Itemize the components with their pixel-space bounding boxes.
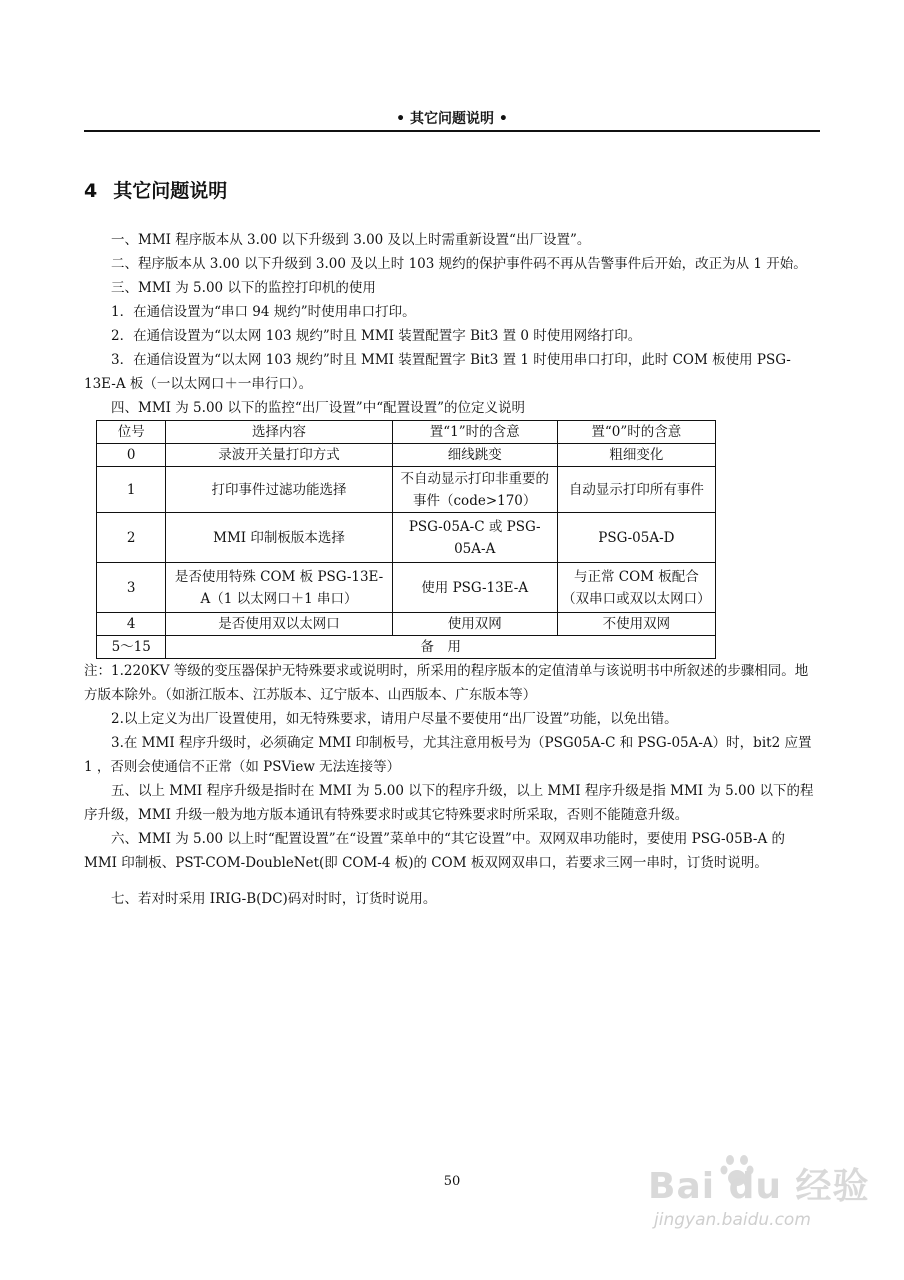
cell-set1: 细线跳变 bbox=[392, 444, 557, 467]
cell-bit: 3 bbox=[97, 563, 166, 613]
table-row bbox=[97, 467, 716, 513]
cell-content: 录波开关量打印方式 bbox=[166, 444, 392, 467]
cell-set0: 自动显示打印所有事件 bbox=[557, 467, 715, 513]
paragraph-4: 四、MMI 为 5.00 以下的监控“出厂设置”中“配置设置”的位定义说明 bbox=[111, 400, 526, 416]
paragraph-2: 二、程序版本从 3.00 以下升级到 3.00 及以上时 103 规约的保护事件码不再从告警事件后开始，改正为从 1 开始。 bbox=[111, 256, 807, 272]
header-set1: 置“1”时的含意 bbox=[392, 421, 557, 444]
cell-content: 是否使用双以太网口 bbox=[166, 613, 392, 636]
cell-bit: 4 bbox=[97, 613, 166, 636]
cell-set1: 使用双网 bbox=[392, 613, 557, 636]
section-title-text: 其它问题说明 bbox=[113, 180, 228, 202]
cell-set1: PSG-05A-C 或 PSG-05A-A bbox=[392, 513, 557, 563]
paragraph-3: 三、MMI 为 5.00 以下的监控打印机的使用 bbox=[111, 280, 376, 296]
header-rule bbox=[84, 130, 820, 132]
table-header-row bbox=[97, 421, 716, 444]
watermark-url: jingyan.baidu.com bbox=[654, 1210, 811, 1230]
table-row bbox=[97, 613, 716, 636]
watermark bbox=[640, 1150, 870, 1240]
note-3: 3.在 MMI 程序升级时，必须确定 MMI 印制板号，尤其注意用板号为（PSG05A-C 和 PSG-05A-A）时，bit2 应置 1 ，否则会使通信不正常（如 PSView 无法连接等） bbox=[84, 735, 812, 775]
running-header: • 其它问题说明 • bbox=[396, 111, 508, 127]
paragraph-5: 五、以上 MMI 程序升级是指时在 MMI 为 5.00 以下的程序升级，以上 MMI 程序升级是指 MMI 为 5.00 以下的程序升级，MMI 升级一般为地方版本通讯有特殊要求时或其它特殊要求时所采取，否则不能随意升级。 bbox=[84, 783, 814, 823]
cell-content: MMI 印制板版本选择 bbox=[166, 513, 392, 563]
cell-set0: 粗细变化 bbox=[557, 444, 715, 467]
cell-set1: 使用 PSG-13E-A bbox=[392, 563, 557, 613]
cell-bit: 0 bbox=[97, 444, 166, 467]
section-title bbox=[84, 176, 227, 203]
cell-reserved: 备 用 bbox=[166, 636, 716, 659]
cell-bit: 2 bbox=[97, 513, 166, 563]
table-row bbox=[97, 513, 716, 563]
cell-set0: PSG-05A-D bbox=[557, 513, 715, 563]
cell-bit: 1 bbox=[97, 467, 166, 513]
section-number: 4 bbox=[84, 180, 98, 202]
page-number: 50 bbox=[443, 1174, 461, 1189]
spacer bbox=[84, 875, 820, 887]
header-set0: 置“0”时的含意 bbox=[557, 421, 715, 444]
header-content: 选择内容 bbox=[166, 421, 392, 444]
note-2: 2.以上定义为出厂设置使用，如无特殊要求，请用户尽量不要使用“出厂设置”功能，以免出错。 bbox=[111, 711, 678, 727]
paragraph-6: 六、MMI 为 5.00 以上时“配置设置”在“设置”菜单中的“其它设置”中。双网双串功能时，要使用 PSG-05B-A 的 MMI 印制板、PST-COM-DoubleNet(即 COM-4 板)的 COM 板双网双串口，若要求三网一串时，订货时说明。 bbox=[84, 831, 785, 871]
cell-set0: 不使用双网 bbox=[557, 613, 715, 636]
cell-content: 打印事件过滤功能选择 bbox=[166, 467, 392, 513]
cell-content: 是否使用特殊 COM 板 PSG-13E-A（1 以太网口＋1 串口） bbox=[166, 563, 392, 613]
table-row bbox=[97, 563, 716, 613]
list-item-2: 2．在通信设置为“以太网 103 规约”时且 MMI 装置配置字 Bit3 置 0 时使用网络打印。 bbox=[111, 328, 642, 344]
cell-set0: 与正常 COM 板配合（双串口或双以太网口） bbox=[557, 563, 715, 613]
note-1: 注：1.220KV 等级的变压器保护无特殊要求或说明时，所采用的程序版本的定值清单与该说明书中所叙述的步骤相同。地方版本除外。（如浙江版本、江苏版本、辽宁版本、山西版本、广东版本等） bbox=[84, 663, 809, 703]
watermark-logo: Bai du 经验 bbox=[648, 1166, 870, 1207]
cell-bit: 5～15 bbox=[97, 636, 166, 659]
header-bit: 位号 bbox=[97, 421, 166, 444]
paragraph-7: 七、若对时采用 IRIG-B(DC)码对时时，订货时说用。 bbox=[111, 891, 437, 907]
list-item-3: 3．在通信设置为“以太网 103 规约”时且 MMI 装置配置字 Bit3 置 1 时使用串口打印，此时 COM 板使用 PSG-13E-A 板（一以太网口＋一串行口）。 bbox=[84, 352, 791, 392]
list-item-1: 1．在通信设置为“串口 94 规约”时使用串口打印。 bbox=[111, 304, 416, 320]
cell-set1: 不自动显示打印非重要的事件（code>170） bbox=[392, 467, 557, 513]
table-row bbox=[97, 444, 716, 467]
document-body bbox=[84, 228, 820, 911]
config-bit-table bbox=[96, 420, 716, 659]
paragraph-1: 一、MMI 程序版本从 3.00 以下升级到 3.00 及以上时需重新设置“出厂设置”。 bbox=[111, 232, 591, 248]
table-row-reserved bbox=[97, 636, 716, 659]
